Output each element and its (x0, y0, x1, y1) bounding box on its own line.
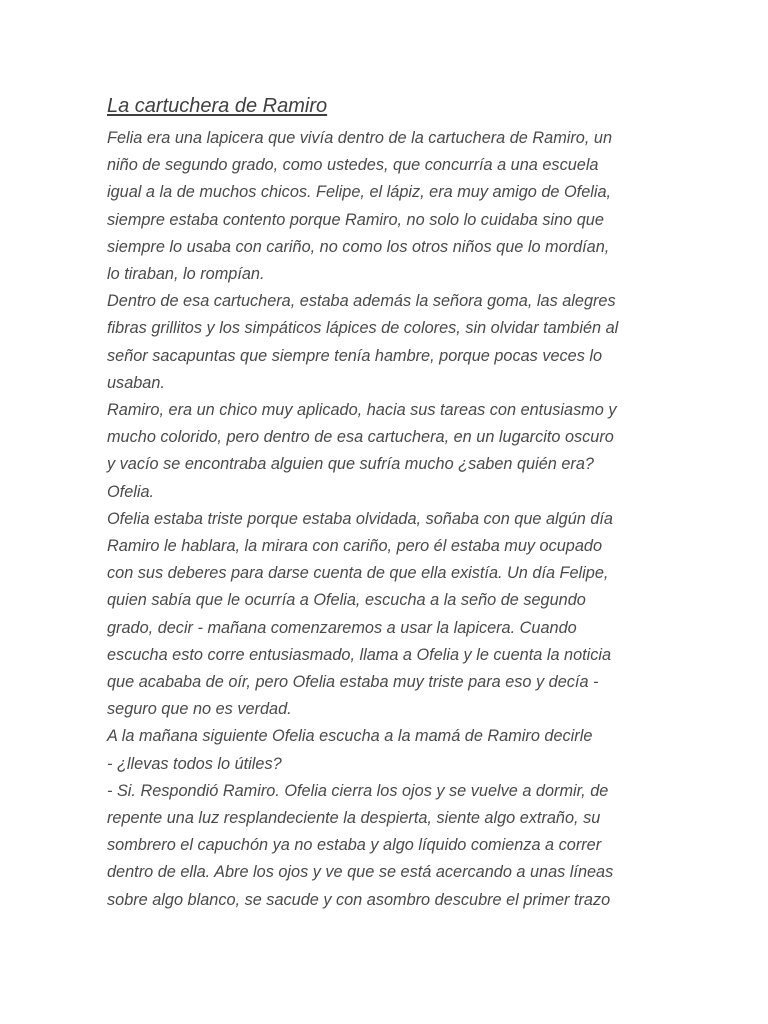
text-line: señor sacapuntas que siempre tenía hambre, porque pocas veces lo (107, 346, 603, 365)
text-line: Ramiro, era un chico muy aplicado, hacia sus tareas con entusiasmo y (107, 401, 617, 420)
text-line: Dentro de esa cartuchera, estaba además la señora goma, las alegres (107, 292, 616, 311)
text-line: igual a la de muchos chicos. Felipe, el lápiz, era muy amigo de Ofelia, (107, 183, 612, 202)
text-line: Ofelia. (107, 482, 155, 501)
text-line: siempre estaba contento porque Ramiro, no solo lo cuidaba sino que (107, 210, 604, 229)
text-line: mucho colorido, pero dentro de esa cartuchera, en un lugarcito oscuro (107, 428, 614, 447)
text-line: Ofelia estaba triste porque estaba olvidada, soñaba con que algún día (107, 509, 613, 528)
document-title: La cartuchera de Ramiro (107, 95, 328, 117)
text-line: sobre algo blanco, se sacude y con asombro descubre el primer trazo (107, 890, 611, 909)
text-line: sombrero el capuchón ya no estaba y algo líquido comienza a correr (107, 836, 602, 855)
text-line: A la mañana siguiente Ofelia escucha a la mamá de Ramiro decirle (107, 727, 593, 746)
text-line: - ¿llevas todos lo útiles? (107, 754, 282, 773)
text-line: dentro de ella. Abre los ojos y ve que se está acercando a unas líneas (107, 863, 614, 882)
text-line: quien sabía que le ocurría a Ofelia, escucha a la seño de segundo (107, 591, 586, 610)
text-line: que acababa de oír, pero Ofelia estaba muy triste para eso y decía - (107, 673, 599, 692)
text-line: lo tiraban, lo rompían. (107, 265, 265, 284)
text-line: - Si. Respondió Ramiro. Ofelia cierra los ojos y se vuelve a dormir, de (107, 781, 609, 800)
text-line: seguro que no es verdad. (107, 700, 292, 719)
text-line: fibras grillitos y los simpáticos lápices de colores, sin olvidar también al (107, 319, 619, 338)
text-line: con sus deberes para darse cuenta de que ella existía. Un día Felipe, (107, 564, 609, 583)
text-line: Felia era una lapicera que vivía dentro de la cartuchera de Ramiro, un (107, 129, 613, 147)
text-line: escucha esto corre entusiasmado, llama a Ofelia y le cuenta la noticia (107, 645, 612, 664)
text-line: repente una luz resplandeciente la despierta, siente algo extraño, su (107, 809, 601, 828)
text-line: grado, decir - mañana comenzaremos a usar la lapicera. Cuando (107, 618, 577, 637)
text-line: usaban. (107, 373, 165, 392)
text-line: y vacío se encontraba alguien que sufría mucho ¿saben quién era? (107, 455, 594, 474)
document-page (107, 93, 677, 914)
document-body (107, 125, 677, 914)
text-line: siempre lo usaba con cariño, no como los otros niños que lo mordían, (107, 237, 610, 256)
text-line: Ramiro le hablara, la mirara con cariño, pero él estaba muy ocupado (107, 537, 603, 556)
text-line: niño de segundo grado, como ustedes, que concurría a una escuela (107, 156, 599, 175)
